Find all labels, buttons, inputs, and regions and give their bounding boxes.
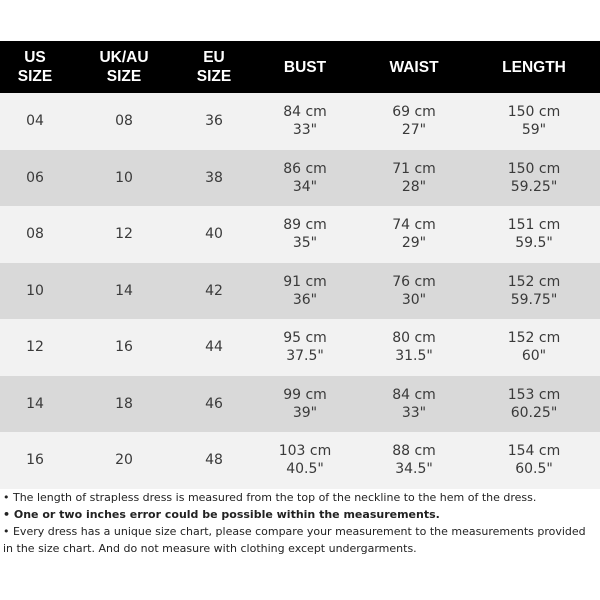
cell-value: 152 cm <box>507 273 561 290</box>
size-chart-table <box>0 41 600 489</box>
cell-eu-size <box>178 169 250 187</box>
cell-value: 154 cm <box>507 443 561 460</box>
cell-value: 10 <box>26 282 44 299</box>
cell-value: 60.5" <box>515 461 553 478</box>
header-eu-size <box>178 48 250 86</box>
cell-eu-size <box>178 282 250 300</box>
cell-length <box>468 386 600 422</box>
cell-ukau-size <box>70 112 178 130</box>
header-length <box>468 58 600 77</box>
cell-length <box>468 216 600 252</box>
header-ukau-size <box>70 48 178 86</box>
cell-bust <box>250 329 360 365</box>
cell-ukau-size <box>70 338 178 356</box>
cell-value: 34.5" <box>395 461 433 478</box>
cell-us-size <box>0 451 70 469</box>
cell-value: 153 cm <box>507 386 561 403</box>
header-line: WAIST <box>389 58 439 76</box>
cell-value: 36" <box>292 291 318 308</box>
cell-length <box>468 442 600 478</box>
cell-value: 39" <box>292 404 318 421</box>
cell-value: 31.5" <box>395 348 433 365</box>
cell-value: 95 cm <box>283 330 327 347</box>
table-header <box>0 41 600 93</box>
cell-value: 30" <box>401 291 427 308</box>
cell-value: 152 cm <box>507 330 561 347</box>
cell-value: 150 cm <box>507 160 561 177</box>
cell-value: 151 cm <box>507 217 561 234</box>
cell-value: 89 cm <box>283 217 327 234</box>
note-strapless-length: • The length of strapless dress is measured from the top of the neckline to the hem of the dress. <box>3 491 537 504</box>
cell-value: 34" <box>292 178 318 195</box>
cell-length <box>468 273 600 309</box>
cell-value: 16 <box>26 452 44 469</box>
header-waist <box>360 58 468 77</box>
cell-value: 44 <box>205 339 223 356</box>
cell-eu-size <box>178 395 250 413</box>
cell-value: 40.5" <box>286 461 324 478</box>
cell-value: 06 <box>26 169 44 186</box>
cell-waist <box>360 103 468 139</box>
cell-ukau-size <box>70 451 178 469</box>
cell-value: 04 <box>26 113 44 130</box>
cell-value: 59.75" <box>510 291 558 308</box>
cell-value: 33" <box>401 404 427 421</box>
header-bust <box>250 58 360 77</box>
cell-value: 12 <box>26 339 44 356</box>
cell-value: 14 <box>115 282 133 299</box>
cell-value: 60" <box>521 348 547 365</box>
cell-value: 12 <box>115 226 133 243</box>
cell-waist <box>360 329 468 365</box>
cell-value: 74 cm <box>392 217 436 234</box>
header-line: SIZE <box>106 68 142 85</box>
cell-ukau-size <box>70 395 178 413</box>
header-line: BUST <box>283 58 327 76</box>
header-us-size <box>0 48 70 86</box>
cell-eu-size <box>178 451 250 469</box>
cell-value: 59" <box>521 122 547 139</box>
cell-value: 18 <box>115 395 133 412</box>
cell-value: 27" <box>401 122 427 139</box>
note-unique-size-chart: • Every dress has a unique size chart, please compare your measurement to the measurements provided in the size chart. And do not measure with clothing except undergarments. <box>3 525 586 555</box>
cell-bust <box>250 442 360 478</box>
header-line: US <box>24 49 46 66</box>
cell-us-size <box>0 169 70 187</box>
cell-waist <box>360 216 468 252</box>
cell-value: 16 <box>115 339 133 356</box>
cell-value: 103 cm <box>278 443 332 460</box>
cell-eu-size <box>178 225 250 243</box>
header-line: SIZE <box>196 68 232 85</box>
cell-value: 38 <box>205 169 223 186</box>
cell-value: 14 <box>26 395 44 412</box>
cell-bust <box>250 160 360 196</box>
cell-eu-size <box>178 338 250 356</box>
cell-value: 88 cm <box>392 443 436 460</box>
cell-value: 40 <box>205 226 223 243</box>
cell-value: 37.5" <box>286 348 324 365</box>
cell-eu-size <box>178 112 250 130</box>
cell-value: 71 cm <box>392 160 436 177</box>
cell-waist <box>360 160 468 196</box>
cell-us-size <box>0 282 70 300</box>
table-row <box>0 376 600 433</box>
table-row <box>0 432 600 489</box>
table-body <box>0 93 600 489</box>
cell-value: 42 <box>205 282 223 299</box>
cell-us-size <box>0 338 70 356</box>
cell-value: 28" <box>401 178 427 195</box>
cell-value: 48 <box>205 452 223 469</box>
notes <box>3 489 597 557</box>
table-row <box>0 263 600 320</box>
cell-value: 59.25" <box>510 178 558 195</box>
cell-waist <box>360 386 468 422</box>
cell-value: 08 <box>26 226 44 243</box>
cell-length <box>468 103 600 139</box>
cell-value: 150 cm <box>507 104 561 121</box>
cell-value: 20 <box>115 452 133 469</box>
cell-value: 84 cm <box>283 104 327 121</box>
cell-us-size <box>0 395 70 413</box>
header-line: UK/AU <box>99 49 149 66</box>
table-row <box>0 206 600 263</box>
cell-length <box>468 160 600 196</box>
cell-bust <box>250 386 360 422</box>
cell-value: 60.25" <box>510 404 558 421</box>
cell-value: 08 <box>115 113 133 130</box>
cell-waist <box>360 273 468 309</box>
cell-ukau-size <box>70 282 178 300</box>
cell-value: 59.5" <box>515 235 553 252</box>
cell-us-size <box>0 225 70 243</box>
cell-value: 36 <box>205 113 223 130</box>
cell-value: 80 cm <box>392 330 436 347</box>
cell-us-size <box>0 112 70 130</box>
cell-length <box>468 329 600 365</box>
table-row <box>0 319 600 376</box>
cell-bust <box>250 103 360 139</box>
cell-bust <box>250 216 360 252</box>
cell-value: 99 cm <box>283 386 327 403</box>
cell-value: 10 <box>115 169 133 186</box>
header-line: EU <box>203 49 225 66</box>
header-line: SIZE <box>17 68 53 85</box>
cell-value: 69 cm <box>392 104 436 121</box>
header-line: LENGTH <box>502 58 566 76</box>
cell-ukau-size <box>70 169 178 187</box>
cell-value: 91 cm <box>283 273 327 290</box>
cell-value: 86 cm <box>283 160 327 177</box>
table-row <box>0 93 600 150</box>
table-row <box>0 150 600 207</box>
note-measurement-error: • One or two inches error could be possible within the measurements. <box>3 508 440 521</box>
cell-value: 35" <box>292 235 318 252</box>
cell-value: 76 cm <box>392 273 436 290</box>
cell-value: 33" <box>292 122 318 139</box>
cell-value: 84 cm <box>392 386 436 403</box>
cell-ukau-size <box>70 225 178 243</box>
cell-bust <box>250 273 360 309</box>
cell-value: 29" <box>401 235 427 252</box>
cell-waist <box>360 442 468 478</box>
cell-value: 46 <box>205 395 223 412</box>
